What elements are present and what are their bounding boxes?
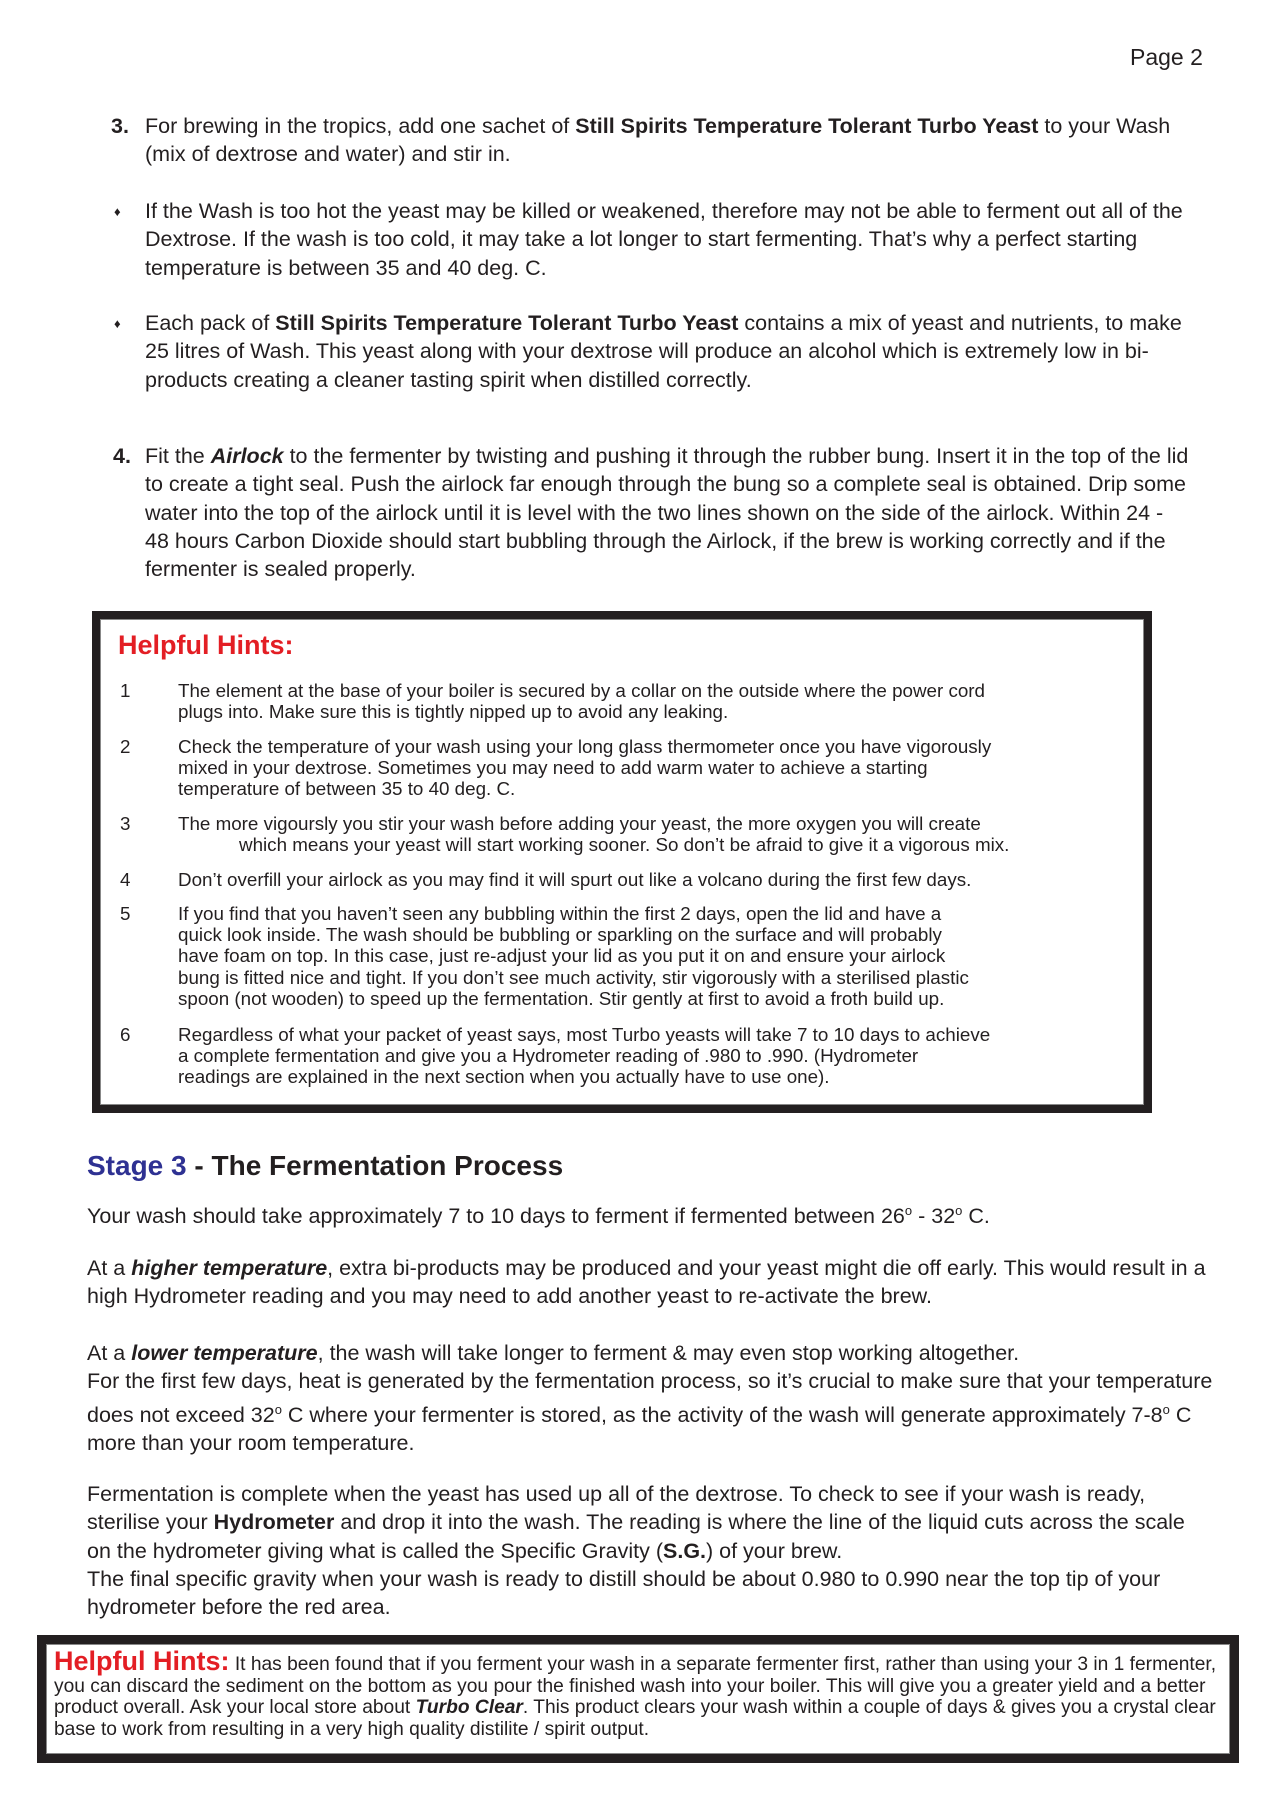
hint-item: 2 Check the temperature of your wash using your long glass thermometer once you have vigorously mixed in your dextrose. Sometimes you may need to add warm water to achieve a starting temperature of between 35 to 40 deg. C. — [120, 736, 992, 800]
helpful-hints-title: Helpful Hints: — [54, 1646, 230, 1676]
hint-item: 4 Don’t overfill your airlock as you may find it will spurt out like a volcano during the first few days. — [120, 869, 972, 890]
stage-label: Stage 3 — [87, 1150, 187, 1181]
stage3-lower-temp: At a lower temperature, the wash will take longer to ferment & may even stop working altogether. For the first few days, heat is generated by the fermentation process, so it’s crucial to make sure that your temperature does not exceed 32$^o$ C where your fermenter is stored, as the activity of the wash will generate approximately 7-8$^o$ C more than your room temperature. — [87, 1341, 1213, 1455]
hint-item: 3 The more vigoursly you stir your wash before adding your yeast, the more oxygen you will create which means your yeast will start working sooner. So don’t be afraid to give it a vigorous mix. — [120, 813, 1010, 856]
step-3 — [111, 112, 1191, 169]
stage3-intro: Your wash should take approximately 7 to 10 days to ferment if fermented between 26$^o$ - 32$^o$ C. — [87, 1203, 990, 1228]
step-text: Fit the Airlock to the fermenter by twisting and pushing it through the rubber bung. Insert it in the top of the lid to create a tight seal. Push the airlock far enough through the bung so a complete seal is obtained. Drip some water into the top of the airlock until it is level with the two lines shown on the side of the airlock. Within 24 - 48 hours Carbon Dioxide should start bubbling through the Airlock, if the brew is working correctly and if the fermenter is sealed properly. — [145, 444, 1189, 582]
stage3-higher-temp: At a higher temperature, extra bi-products may be produced and your yeast might die off early. This would result in a high Hydrometer reading and you may need to add another yeast to re-activate the brew. — [87, 1256, 1206, 1309]
bullet-item: ♦ If the Wash is too hot the yeast may be killed or weakened, therefore may not be able to ferment out all of the Dextrose. If the wash is too cold, it may take a lot longer to start fermenting. That’s why a perfect starting temperature is between 35 and 40 deg. C. — [114, 199, 1183, 280]
diamond-bullet-icon: ♦ — [114, 204, 121, 219]
turbo-clear-term: Turbo Clear — [415, 1697, 523, 1718]
step-number: 4. — [113, 444, 131, 468]
step-4 — [113, 442, 1193, 583]
hint-item: 5 If you find that you haven’t seen any bubbling within the first 2 days, open the lid and have a quick look inside. The wash should be bubbling or sparkling on the surface and will probably have foam on top. In this case, just re-adjust your lid as you put it on and ensure your airlock bung is fitted nice and tight. If you don’t see much activity, stir vigorously with a sterilised plastic spoon (not wooden) to speed up the fermentation. Stir gently at first to avoid a froth build up. — [120, 903, 969, 1009]
step-number: 3. — [111, 114, 129, 138]
page-number: Page 2 — [1130, 44, 1203, 70]
helpful-hints-bottom-text: Helpful Hints: It has been found that if you ferment your wash in a separate fermenter first, rather than using your 3 in 1 fermenter, you can discard the sediment on the bottom as you pour the finished wash into your boiler. This will give you a greater yield and a better product overall. Ask your local store about Turbo Clear. This product clears your wash within a couple of days & gives you a crystal clear base to work from resulting in a very high quality distilite / spirit output. — [54, 1646, 1217, 1740]
step-text: For brewing in the tropics, add one sachet of Still Spirits Temperature Tolerant Turbo Yeast to your Wash (mix of dextrose and water) and stir in. — [145, 114, 1171, 167]
product-name: Still Spirits Temperature Tolerant Turbo Yeast — [275, 311, 739, 335]
hydrometer-term: Hydrometer — [213, 1510, 335, 1535]
bullet-item: ♦ Each pack of Still Spirits Temperature Tolerant Turbo Yeast contains a mix of yeast and nutrients, to make 25 litres of Wash. This yeast along with your dextrose will produce an alcohol which is extremely low in bi-products creating a cleaner tasting spirit when distilled correctly. — [114, 311, 1182, 392]
stage3-completion: Fermentation is complete when the yeast has used up all of the dextrose. To check to see if your wash is ready, sterilise your Hydrometer and drop it into the wash. The reading is where the line of the liquid cuts across the scale on the hydrometer giving what is called the Specific Gravity (S.G.) of your brew. The final specific gravity when your wash is ready to distill should be about 0.980 to 0.990 near the top tip of your hydrometer before the red area. — [87, 1482, 1185, 1620]
helpful-hints-title: Helpful Hints: — [118, 630, 294, 660]
hint-item: 1 The element at the base of your boiler is secured by a collar on the outside where the power cord plugs into. Make sure this is tightly nipped up to avoid any leaking. — [120, 680, 986, 723]
section-heading-stage-3: Stage 3 - The Fermentation Process — [87, 1150, 564, 1181]
hint-item: 6 Regardless of what your packet of yeast says, most Turbo yeasts will take 7 to 10 days to achieve a complete fermentation and give you a Hydrometer reading of .980 to .990. (Hydrometer readings are explained in the next section when you actually have to use one). — [120, 1024, 991, 1088]
product-name: Still Spirits Temperature Tolerant Turbo Yeast — [575, 114, 1039, 138]
diamond-bullet-icon: ♦ — [114, 316, 121, 331]
airlock-term: Airlock — [210, 444, 284, 468]
